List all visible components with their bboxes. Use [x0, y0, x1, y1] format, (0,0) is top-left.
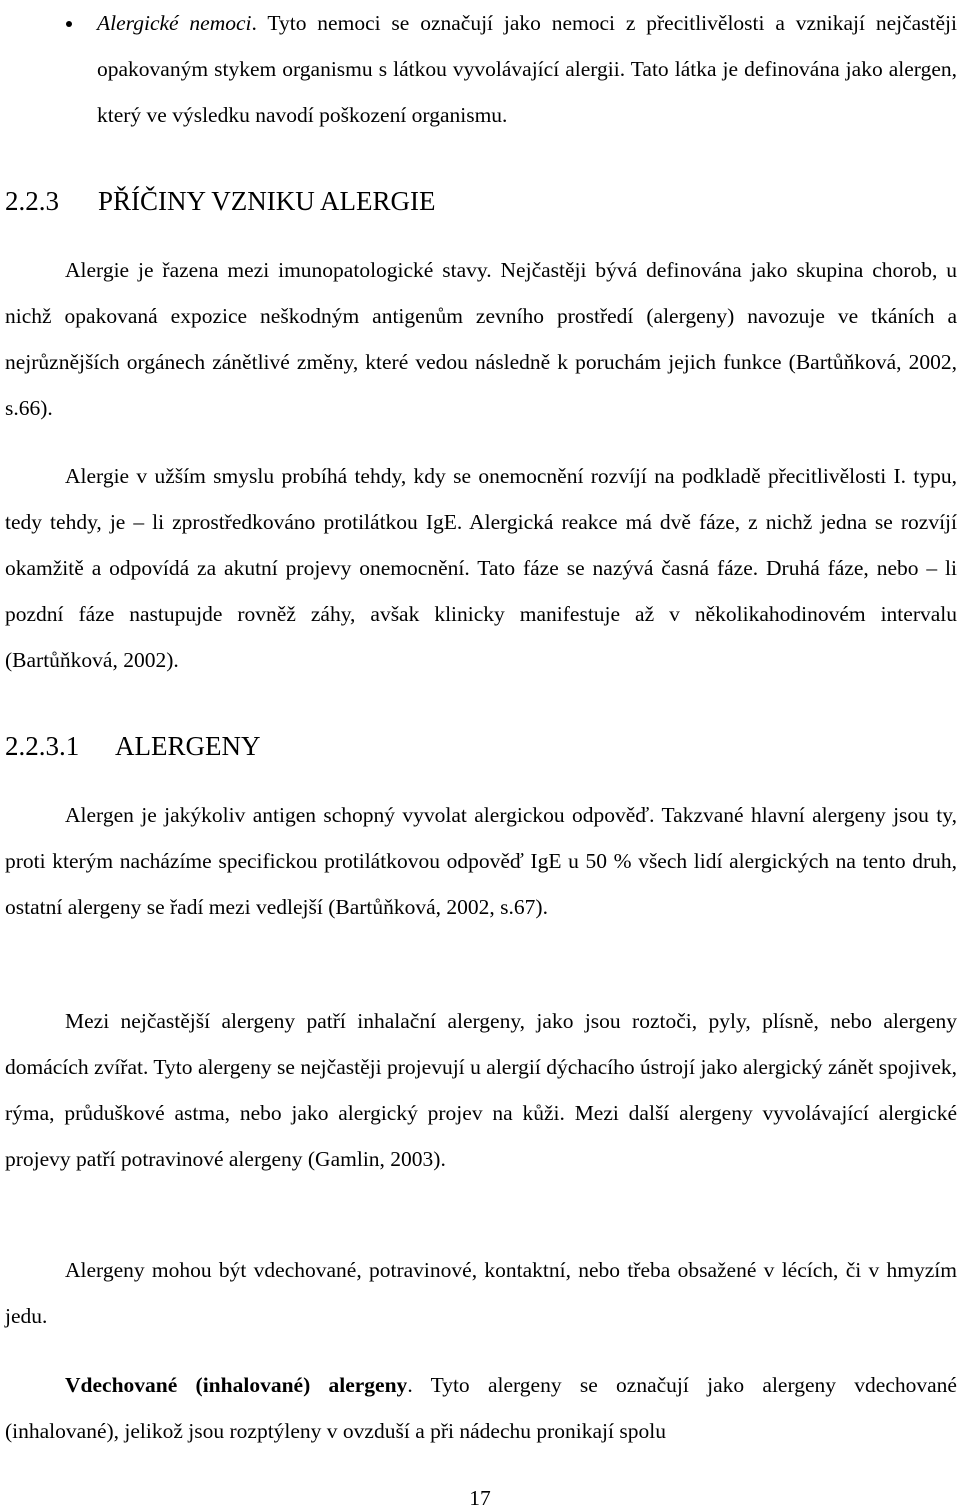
paragraph: Alergie v užším smyslu probíhá tehdy, kdy se onemocnění rozvíjí na podkladě přecitlivělosti I. typu, tedy tehdy, je – li zprostředkováno protilátkou IgE. Alergická reakce má dvě fáze, z nichž jedna se rozvíjí okamžitě a odpovídá za akutní projevy onemocnění. Tato fáze se nazývá časná fáze. Druhá fáze, nebo – li pozdní fáze nastupujde rovněž záhy, avšak klinicky manifestuje až v několikahodinovém intervalu (Bartůňková, 2002). [5, 464, 957, 672]
paragraph: Alergie je řazena mezi imunopatologické stavy. Nejčastěji bývá definována jako skupina chorob, u nichž opakovaná expozice neškodným antigenům zevního prostředí (alergeny) navozuje ve tkáních a nejrůznějších orgánech zánětlivé změny, které vedou následně k poruchám jejich funkce (Bartůňková, 2002, s.66). [5, 258, 957, 420]
paragraph: Alergen je jakýkoliv antigen schopný vyvolat alergickou odpověď. Takzvané hlavní alergeny jsou ty, proti kterým nacházíme specifickou protilátkovou odpověď IgE u 50 % všech lidí alergických na tento druh, ostatní alergeny se řadí mezi vedlejší (Bartůňková, 2002, s.67). [5, 803, 957, 919]
section-heading-2-2-3 [5, 184, 436, 218]
section-heading-2-2-3-1 [5, 729, 260, 763]
section-number: 2.2.3 [5, 186, 59, 216]
section-title: ALERGENY [115, 731, 261, 761]
paragraph: Mezi nejčastější alergeny patří inhalační alergeny, jako jsou roztoči, pyly, plísně, nebo alergeny domácích zvířat. Tyto alergeny se nejčastěji projevují u alergií dýchacího ústrojí jako alergický zánět spojivek, rýma, průduškové astma, nebo jako alergický projev na kůži. Mezi další alergeny vyvolávající alergické projevy patří potravinové alergeny (Gamlin, 2003). [5, 1009, 957, 1171]
bullet-point [66, 21, 72, 27]
bullet-paragraph [97, 0, 957, 138]
page-number: 17 [469, 1486, 491, 1510]
paragraph-last [5, 1362, 957, 1454]
paragraph-text: . Tyto alergeny se označují jako alergeny vdechované (inhalované), jelikož jsou rozptýleny v ovzduší a při nádechu pronikají spolu [5, 1373, 957, 1443]
bullet-text: . Tyto nemoci se označují jako nemoci z přecitlivělosti a vznikají nejčastěji opakovaným stykem organismu s látkou vyvolávající alergii. Tato látka je definována jako alergen, který ve výsledku navodí poškození organismu. [97, 11, 958, 127]
section-number: 2.2.3.1 [5, 731, 80, 761]
bullet-term: Alergické nemoci [97, 11, 252, 35]
bold-lead: Vdechované (inhalované) alergeny [65, 1373, 408, 1397]
section-title: PŘÍČINY VZNIKU ALERGIE [98, 186, 436, 216]
paragraph: Alergeny mohou být vdechované, potravinové, kontaktní, nebo třeba obsažené v lécích, či v hmyzím jedu. [5, 1258, 957, 1328]
